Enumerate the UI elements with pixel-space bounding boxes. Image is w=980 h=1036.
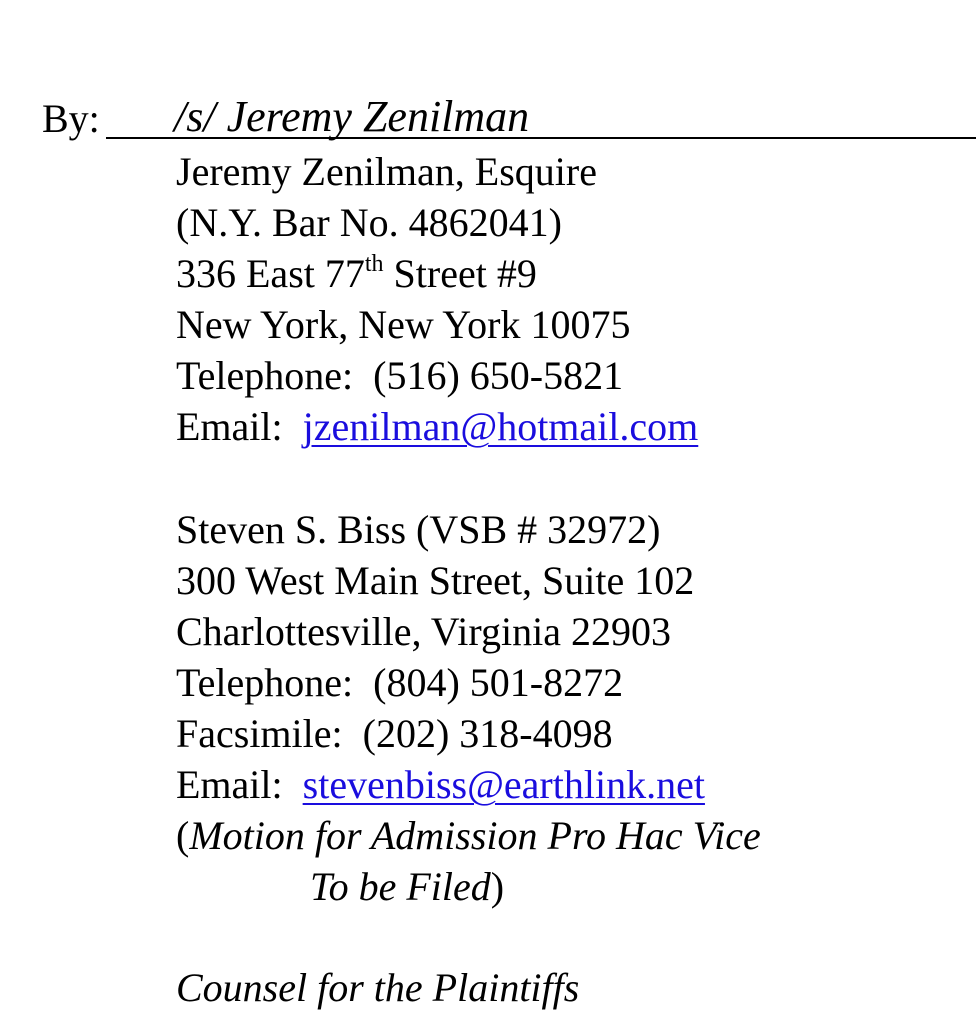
counsel-block-biss	[176, 504, 956, 912]
by-label: By:	[42, 96, 100, 141]
street-number: 336 East 77	[176, 251, 365, 296]
email-line	[176, 759, 956, 810]
pro-hac-vice-note-line1: (Motion for Admission Pro Hac Vice	[176, 813, 761, 858]
pro-hac-vice-note: Motion for Admission Pro Hac Vice	[189, 813, 761, 858]
email-link[interactable]: jzenilman@hotmail.com	[302, 404, 699, 449]
email-label: Email:	[176, 762, 283, 807]
street-address	[176, 248, 956, 299]
counsel-name: Steven S. Biss (VSB # 32972)	[176, 507, 661, 552]
pro-hac-vice-note-line2: To be Filed)	[310, 864, 505, 909]
email-label: Email:	[176, 404, 283, 449]
city-state-zip: Charlottesville, Virginia 22903	[176, 609, 671, 654]
email-link[interactable]: stevenbiss@earthlink.net	[302, 762, 705, 807]
telephone-label: Telephone:	[176, 660, 354, 705]
ordinal-suffix: th	[364, 251, 384, 277]
counsel-name: Jeremy Zenilman, Esquire	[176, 149, 597, 194]
street-name: Street #9	[383, 251, 537, 296]
fax-label: Facsimile:	[176, 711, 343, 756]
city-state-zip: New York, New York 10075	[176, 302, 631, 347]
signed-name: /s/ Jeremy Zenilman	[174, 92, 530, 141]
counsel-block-zenilman	[176, 146, 956, 452]
counsel-role: Counsel for the Plaintiffs	[176, 965, 580, 1010]
telephone-line	[176, 657, 956, 708]
to-be-filed-note: To be Filed	[310, 864, 491, 909]
footer-block	[176, 962, 956, 1013]
fax-line	[176, 708, 956, 759]
telephone-number: (804) 501-8272	[373, 660, 624, 705]
telephone-line	[176, 350, 956, 401]
telephone-number: (516) 650-5821	[373, 353, 624, 398]
fax-number: (202) 318-4098	[362, 711, 613, 756]
email-line	[176, 401, 956, 452]
street-address: 300 West Main Street, Suite 102	[176, 558, 695, 603]
bar-number: (N.Y. Bar No. 4862041)	[176, 200, 562, 245]
telephone-label: Telephone:	[176, 353, 354, 398]
signature-line	[42, 94, 976, 144]
